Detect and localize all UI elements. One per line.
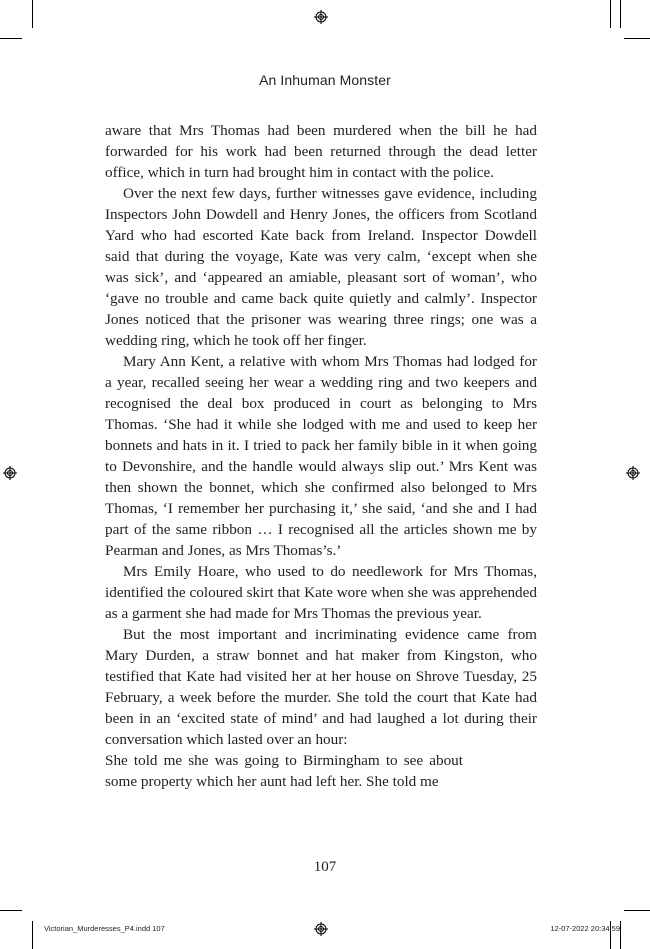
crop-mark: [0, 910, 22, 911]
registration-mark-icon: [3, 466, 17, 480]
crop-mark: [624, 38, 650, 39]
crop-mark: [0, 38, 22, 39]
crop-mark: [610, 0, 611, 28]
block-quote: She told me she was going to Birmingham to see about some property which her aunt had left her. She told me: [105, 752, 463, 790]
registration-mark-icon: [314, 922, 328, 936]
running-title: An Inhuman Monster: [259, 72, 391, 88]
crop-mark: [620, 921, 621, 949]
crop-mark: [620, 0, 621, 28]
crop-mark: [32, 921, 33, 949]
slug-timestamp: 12-07-2022 20:34:59: [550, 924, 620, 933]
registration-mark-icon: [314, 10, 328, 24]
body-text: [105, 120, 537, 792]
crop-mark: [32, 0, 33, 28]
paragraph: But the most important and incriminating evidence came from Mary Durden, a straw bonnet and hat maker from Kingston, who testified that Kate had visited her at her house on Shrove Tuesday, 25 February, a week before the murder. She told the court that Kate had been in an ‘excited state of mind’ and had laughed a lot during their conversation which lasted over an hour:: [105, 626, 537, 748]
registration-mark-icon: [626, 466, 640, 480]
slug-file-info: Victorian_Murderesses_P4.indd 107: [44, 924, 165, 933]
paragraph: Mrs Emily Hoare, who used to do needlework for Mrs Thomas, identified the coloured skirt that Kate wore when she was apprehended as a garment she had made for Mrs Thomas the previous year.: [105, 563, 537, 622]
paragraph: Over the next few days, further witnesses gave evidence, including Inspectors John Dowdell and Henry Jones, the officers from Scotland Yard who had escorted Kate back from Ireland. Inspector Dowdell said that during the voyage, Kate was very calm, ‘except when she was sick’, and ‘appeared an amiable, pleasant sort of woman’, who ‘gave no trouble and came back quite quietly and calmly’. Inspector Jones noticed that the prisoner was wearing three rings; one was a wedding ring, which he took off her finger.: [105, 185, 537, 349]
crop-mark: [624, 910, 650, 911]
page-number: 107: [313, 859, 337, 875]
paragraph: Mary Ann Kent, a relative with whom Mrs Thomas had lodged for a year, recalled seeing her wear a wedding ring and two keepers and recognised the deal box produced in court as belonging to Mrs Thomas. ‘She had it while she lodged with me and used to keep her bonnets and hats in it. I tried to pack her family bible in it when going to Devonshire, and the handle would always slip out.’ Mrs Kent was then shown the bonnet, which she confirmed also belonged to Mrs Thomas, ‘I remember her purchasing it,’ she said, ‘and she and I had part of the same ribbon … I recognised all the articles shown me by Pearman and Jones, as Mrs Thomas’s.’: [105, 353, 537, 559]
paragraph: aware that Mrs Thomas had been murdered when the bill he had forwarded for his work had been returned through the dead letter office, which in turn had brought him in contact with the police.: [105, 122, 537, 181]
